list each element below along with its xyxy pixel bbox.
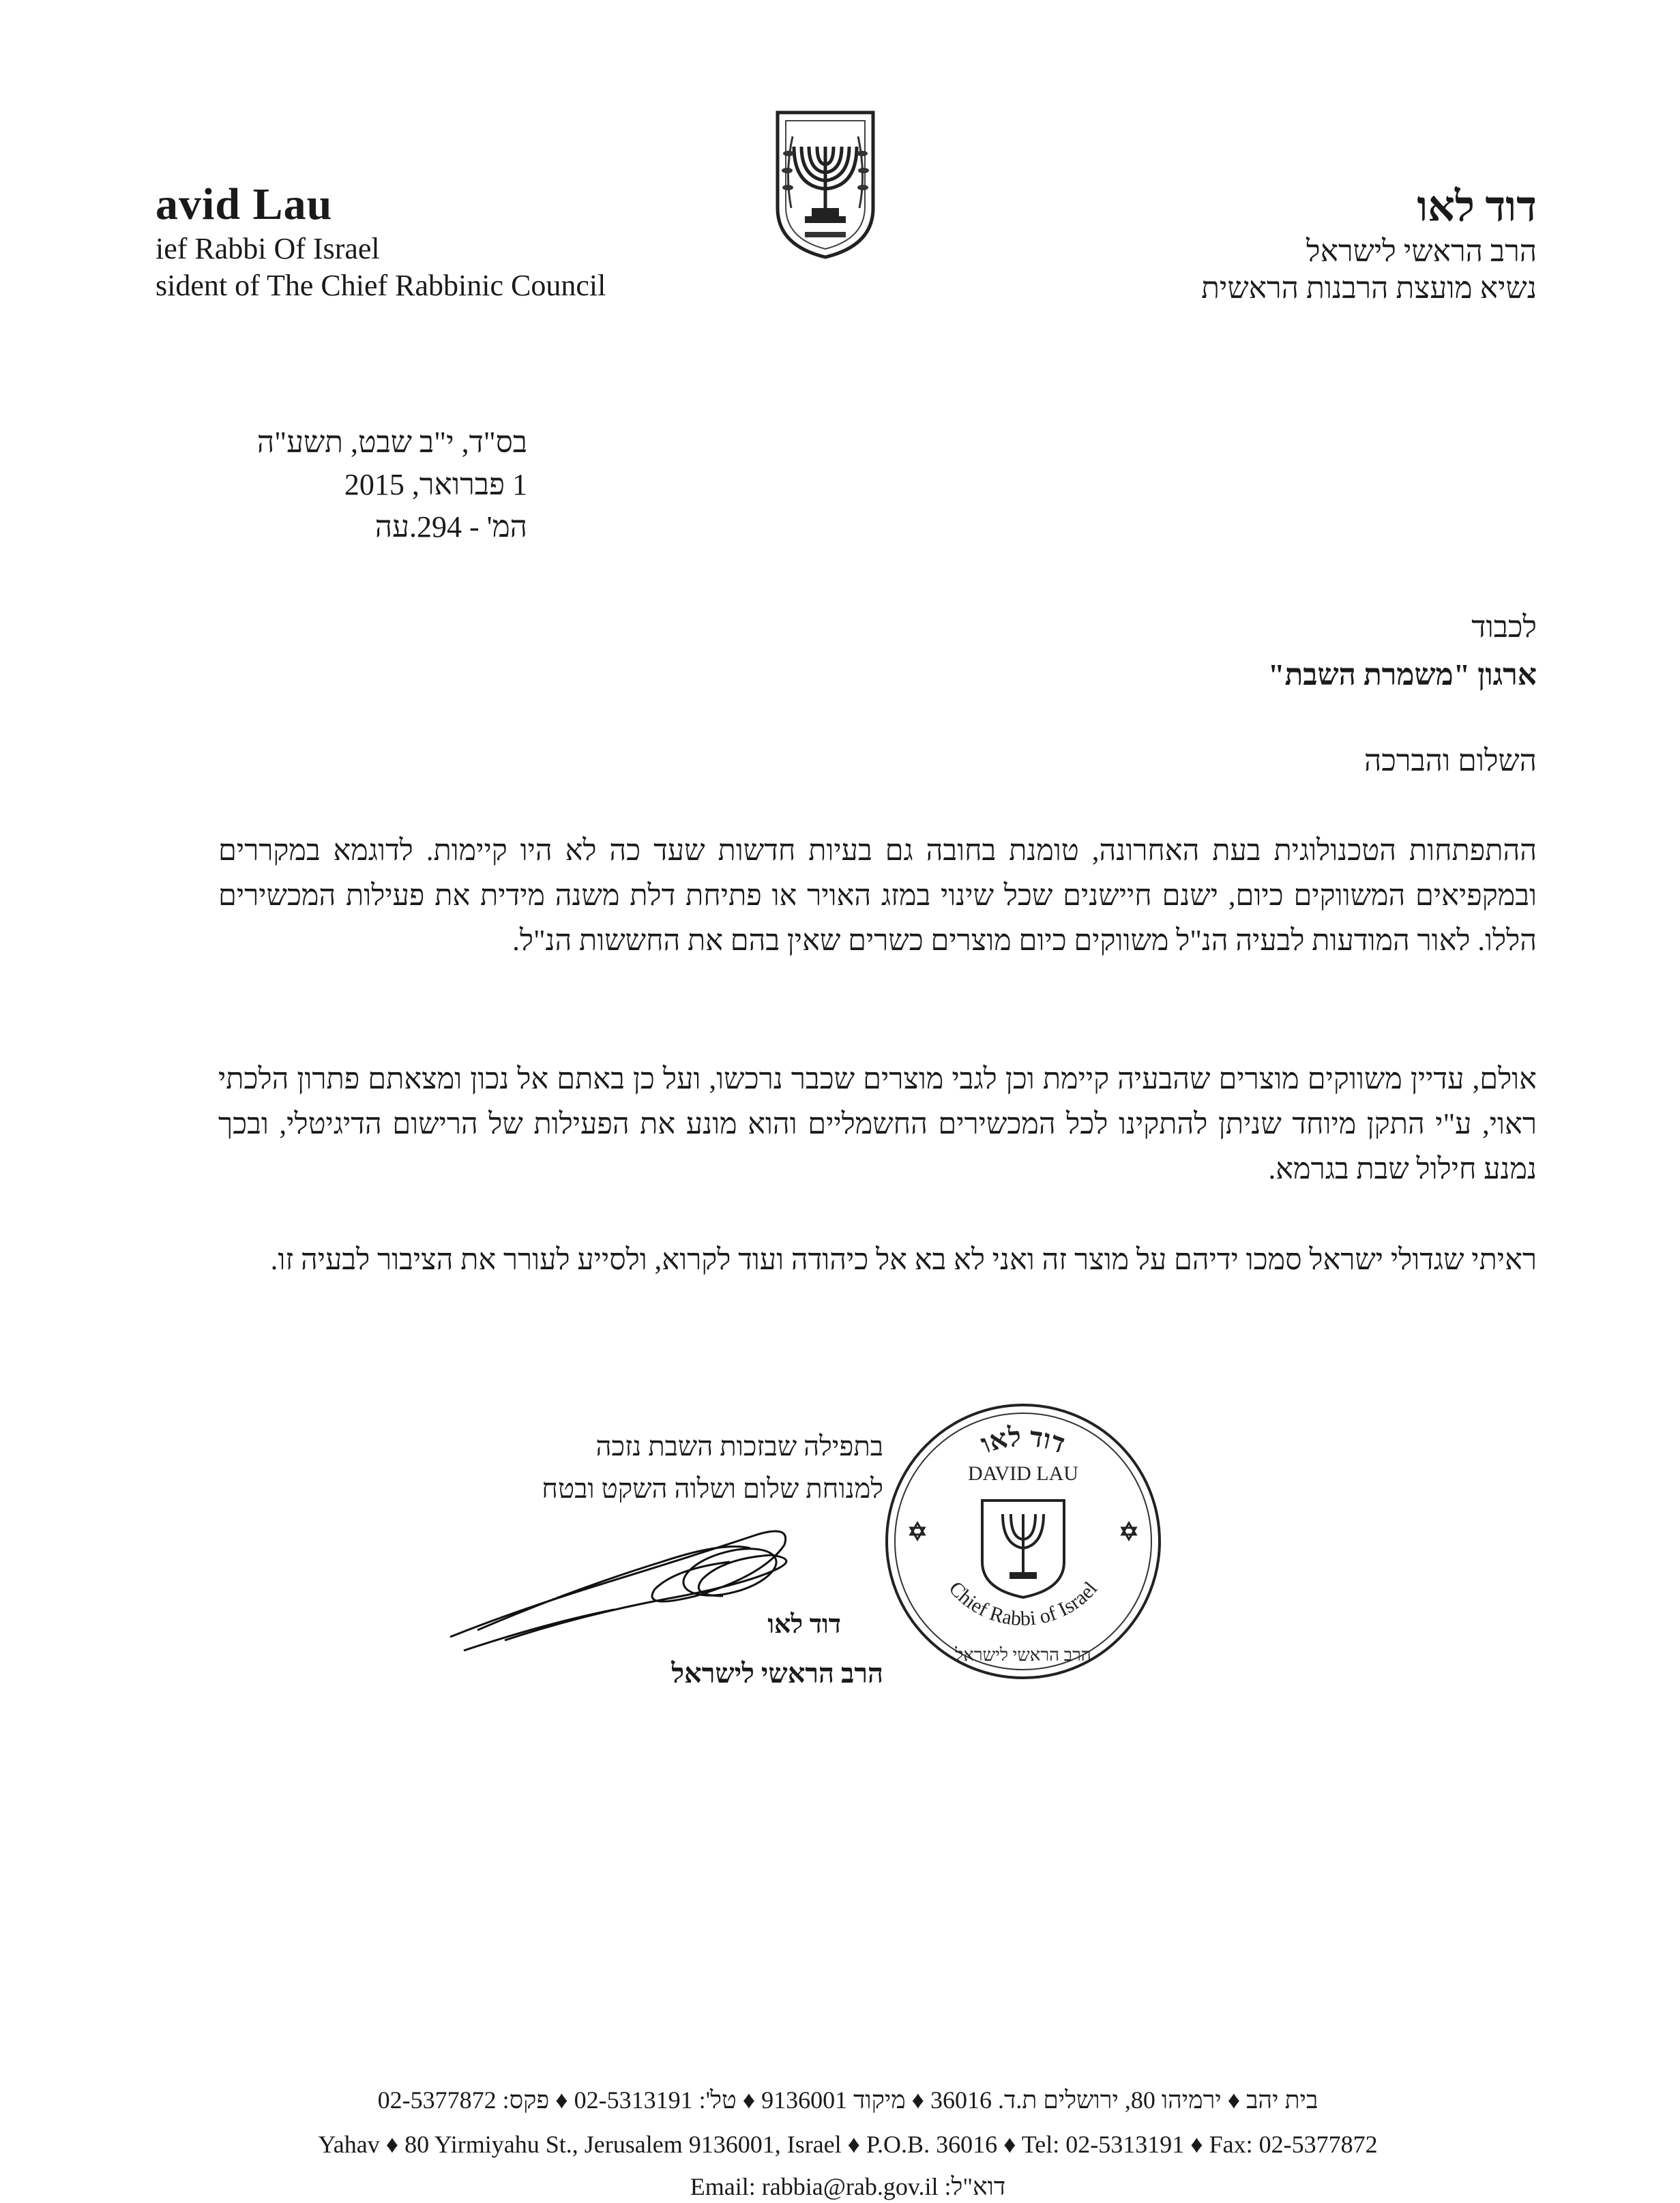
reference-number: המ' - 294.עה xyxy=(374,510,527,544)
date-block xyxy=(257,422,527,548)
gregorian-date: 1 פברואר, 2015 xyxy=(344,468,527,501)
handwritten-signature xyxy=(437,1494,819,1664)
menorah-emblem-icon xyxy=(764,106,887,263)
hebrew-subtitle: נשיא מועצת הרבנות הראשית xyxy=(1201,271,1537,305)
official-seal xyxy=(880,1398,1166,1685)
signer-title: הרב הראשי לישראל xyxy=(671,1658,883,1689)
paragraph-3: ראיתי שגדולי ישראל סמכו ידיהם על מוצר זה ואני לא בא אל כיהודה ועוד לקרוא, ולסייע לעורר את הציבור לבעיה זו. xyxy=(270,1244,1537,1276)
paragraph-2: אולם, עדיין משווקים מוצרים שהבעיה קיימת וכן לגבי מוצרים שכבר נרכשו, ועל כן באתם אל נכון ומצאתם פתרון הלכתי ראוי, ע"י התקן מיוחד שניתן להתקינו לכל המכשירים החשמליים והוא מונע את הפעילות של הרישום הדיגיטלי, ובכך נמנע חילול שבת בגרמא. xyxy=(218,1063,1537,1185)
closing-line-1: בתפילה שבזכות השבת נזכה xyxy=(595,1431,883,1462)
hebrew-title: הרב הראשי לישראל xyxy=(1306,235,1537,268)
hebrew-name: דוד לאו xyxy=(1417,184,1537,231)
footer-email: Email: rabbia@rab.gov.il :דוא"ל xyxy=(690,2173,1006,2200)
english-title: ief Rabbi Of Israel xyxy=(156,232,380,265)
recipient-organization: ארגון "משמרת השבת" xyxy=(1268,658,1537,692)
closing-line-2: למנוחת שלום ושלוה השקט ובטח xyxy=(542,1473,883,1504)
english-subtitle: sident of The Chief Rabbinic Council xyxy=(156,269,606,302)
english-letterhead xyxy=(156,179,606,304)
svg-text:דוד לאו xyxy=(977,1421,1069,1460)
seal-english-bottom: Chief Rabbi of Israel xyxy=(944,1577,1102,1631)
recipient-address xyxy=(1268,604,1537,699)
footer-english-address: Yahav ♦ 80 Yirmiyahu St., Jerusalem 9136001, Israel ♦ P.O.B. 36016 ♦ Tel: 02-5313191 ♦ Fax: 02-5377872 xyxy=(318,2131,1378,2158)
english-name: avid Lau xyxy=(156,179,333,229)
hebrew-date: בס"ד, י"ב שבט, תשע"ה xyxy=(256,426,527,459)
footer-hebrew-address: בית יהב ♦ ירמיהו 80, ירושלים ת.ד. 36016 ♦ מיקוד 9136001 ♦ טל': 02-5313191 ♦ פקס: 02-5377872 xyxy=(377,2086,1318,2114)
seal-hebrew-bottom: הרב הראשי לישראל xyxy=(955,1645,1091,1665)
signer-name: דוד לאו xyxy=(767,1610,841,1639)
greeting: השלום והברכה xyxy=(1364,744,1537,778)
svg-text:Chief Rabbi of Israel xyxy=(945,1577,1102,1630)
paragraph-1: ההתפתחות הטכנולוגית בעת האחרונה, טומנת בחובה גם בעיות חדשות שעד כה לא היו קיימות. לדוגמא במקררים ובמקפיאים המשווקים כיום, ישנם חיישנים שכל שינוי במזג האויר או פתיחת דלת משנה מידית את פעילות המכשירים הללו. לאור המודעות לבעיה הנ"ל משווקים כיום מוצרים כשרים שאין בהם את החששות הנ"ל. xyxy=(218,835,1537,957)
seal-hebrew-top: דוד לאו xyxy=(976,1421,1070,1460)
hebrew-letterhead xyxy=(1201,181,1537,307)
salutation: לכבוד xyxy=(1471,610,1537,644)
seal-english-top: DAVID LAU xyxy=(968,1462,1078,1485)
